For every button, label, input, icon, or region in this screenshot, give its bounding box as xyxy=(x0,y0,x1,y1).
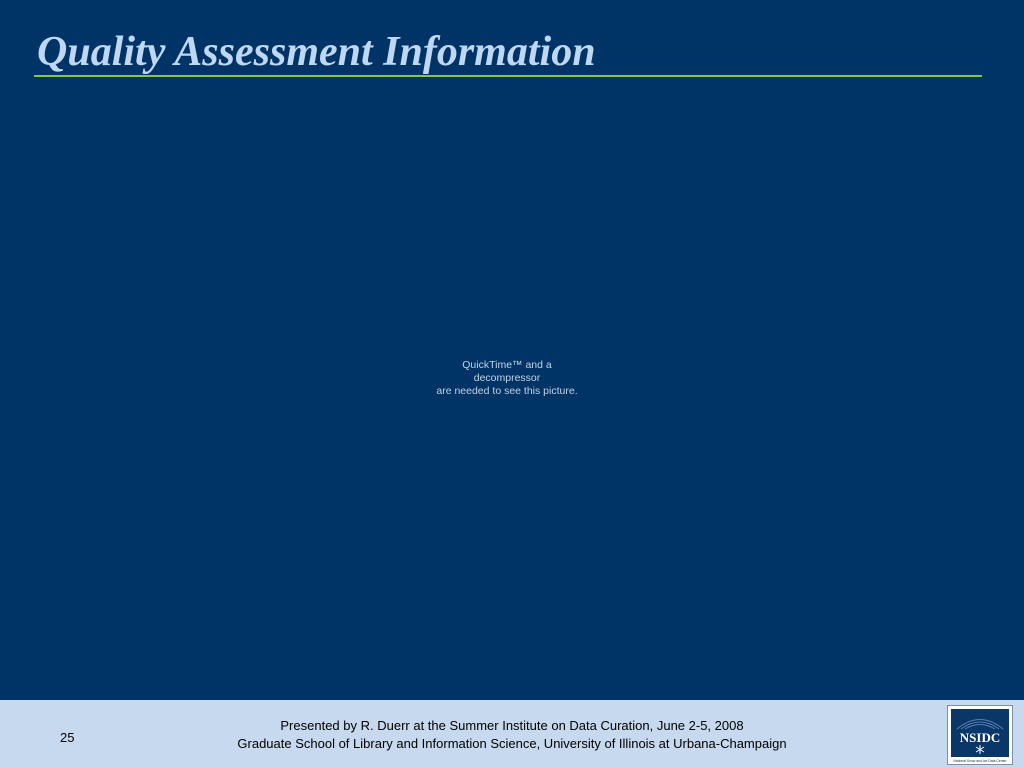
quicktime-placeholder xyxy=(396,359,618,398)
logo-wordmark: NSIDC xyxy=(959,730,1001,745)
slide-title: Quality Assessment Information xyxy=(37,29,596,75)
nsidc-logo xyxy=(947,705,1013,765)
logo-caption: National Snow and Ice Data Center xyxy=(953,759,1007,763)
placeholder-line-3: are needed to see this picture. xyxy=(436,385,578,397)
title-divider xyxy=(34,75,982,77)
nsidc-logo-graphic xyxy=(948,706,1012,764)
footer-presenter-line: Presented by R. Duerr at the Summer Institute on Data Curation, June 2-5, 2008 xyxy=(280,718,744,733)
footer-credits xyxy=(150,717,874,753)
placeholder-line-2: decompressor xyxy=(473,372,541,384)
slide-footer xyxy=(0,700,1024,768)
placeholder-line-1: QuickTime™ and a xyxy=(462,359,552,371)
page-number: 25 xyxy=(60,730,75,745)
footer-institution-line: Graduate School of Library and Information Science, University of Illinois at Urbana-Champaign xyxy=(237,736,787,751)
